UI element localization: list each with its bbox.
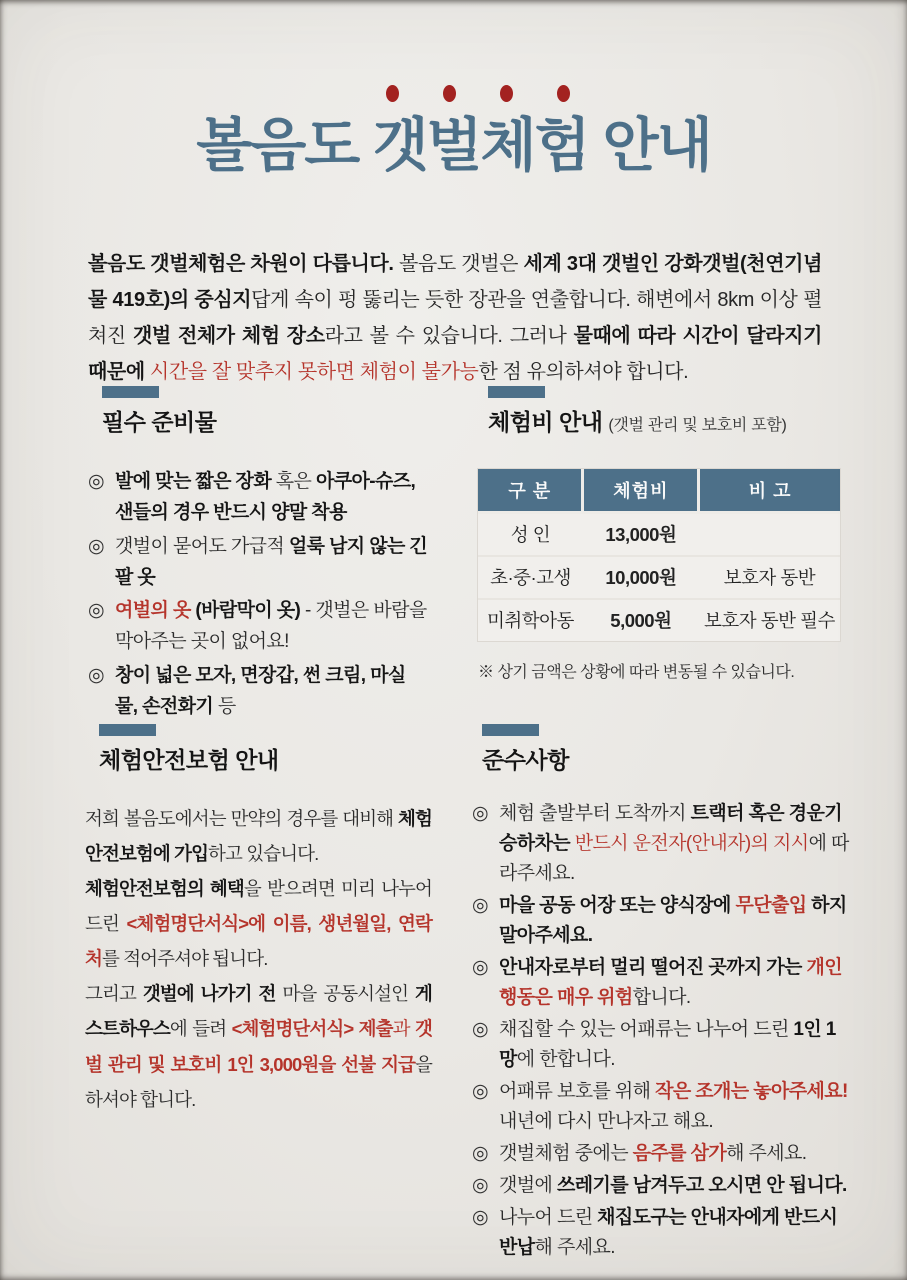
text-segment: 저희 볼음도에서는 만약의 경우를 대비해 [85,807,399,829]
text-segment: 음주를 삼가 [632,1142,727,1164]
list-item-text [115,600,427,652]
insurance-title: 체험안전보험 안내 [99,747,279,773]
insurance-paragraph [85,801,432,871]
rules-section [472,724,850,1265]
bullseye-bullet-icon: ◎ [88,535,104,557]
cell-remarks [699,512,840,556]
text-segment: 1인 1망 [499,1018,836,1070]
text-segment: 얼룩 남지 않는 긴팔 옷 [115,535,428,588]
text-segment: 볼음도 갯벌체험은 차원이 다릅니다. [88,253,394,275]
list-item [88,596,430,658]
bullseye-bullet-icon: ◎ [472,1174,488,1196]
supplies-header [88,386,430,437]
text-segment: 에 한합니다. [516,1048,615,1070]
supplies-section [88,386,430,726]
text-segment: 체험 출발부터 도착까지 [499,802,691,824]
text-segment: 갯벌이 묻어도 가급적 [115,535,289,557]
header-cell-remarks: 비 고 [699,469,840,513]
text-segment: 쓰레기를 남겨두고 오시면 안 됩니다. [556,1174,847,1196]
list-item [472,953,850,1013]
text-segment: 한 점 유의하셔야 합니다. [478,361,689,383]
list-item-text [499,1019,836,1070]
list-item [472,1171,850,1201]
cell-category: 미취학아동 [478,599,583,641]
list-item-text [499,803,849,884]
bullseye-bullet-icon: ◎ [472,956,488,978]
list-item-text [115,665,406,717]
text-segment: 나누어 드린 [499,1206,598,1228]
header-cell-price: 체험비 [583,469,699,513]
fee-table-body [478,512,840,641]
fee-subtitle: (갯벌 관리 및 보호비 포함) [608,417,787,434]
section-marker-bar [99,724,156,736]
text-segment: 작은 조개는 놓아주세요! [655,1080,848,1102]
text-segment: 볼음도 갯벌은 [393,253,524,275]
text-segment: 여벌의 옷 [115,600,191,622]
fee-note: ※ 상기 금액은 상황에 따라 변동될 수 있습니다. [478,663,795,681]
text-segment: 내년에 다시 만나자고 해요. [499,1110,714,1132]
list-item [472,1203,850,1263]
bullseye-bullet-icon: ◎ [472,802,488,824]
text-segment: <체험명단서식>에 이름, 생년월일, 연락처 [85,913,432,970]
list-item [472,1015,850,1075]
text-segment: 채집도구는 안내자에게 반드시 반납 [499,1206,838,1258]
page-title: 볼음도 갯벌체험 안내 [196,113,711,178]
rules-header [472,724,850,775]
list-item [472,1139,850,1169]
text-segment: 반드시 운전자(안내자)의 지시 [574,832,809,854]
text-segment: 혹은 [271,470,316,492]
text-segment: 시간을 잘 맞추지 못하면 체험이 불가능 [149,361,479,383]
bullseye-bullet-icon: ◎ [472,1206,488,1228]
list-item [88,532,430,594]
text-segment: 발에 맞는 짧은 장화 [115,470,272,492]
bullseye-bullet-icon: ◎ [472,894,488,916]
text-segment: 무단출입 [735,894,807,916]
text-segment: 마을 공동시설인 [275,983,416,1005]
fee-title-text: 체험비 안내 [488,409,603,435]
section-marker-bar [482,724,539,736]
text-segment: 에 따라주세요. [499,832,849,884]
list-item [88,661,430,723]
text-segment: 하고 있습니다. [208,842,319,864]
text-segment: 어패류 보호를 위해 [499,1080,656,1102]
cell-price: 10,000원 [583,556,699,599]
list-item-text [499,1143,806,1164]
text-segment: 합니다. [632,986,691,1008]
text-segment: 답게 속이 펑 뚫리는 듯한 장관을 연출합니다. 해변에서 8km 이상 펼쳐진 [88,289,822,347]
list-item [472,1077,850,1137]
text-segment: 개인 행동은 매우 위험 [499,956,842,1008]
list-item [472,891,850,951]
text-segment: 하지 말아주세요. [499,894,847,946]
cell-remarks: 보호자 동반 [699,556,840,599]
fee-header [478,386,840,437]
list-item-text [499,1207,837,1258]
list-item [472,799,850,889]
intro-paragraph [88,246,822,390]
text-segment: 갯벌에 [499,1174,557,1196]
cell-category: 초·중·고생 [478,556,583,599]
text-segment: 라고 볼 수 있습니다. 그러나 [324,325,574,347]
fee-section [478,386,840,682]
cell-price: 5,000원 [583,599,699,641]
list-item [88,467,430,529]
text-segment: 을 하셔야 합니다. [85,1053,432,1110]
text-segment: - 갯벌은 바람을 막아주는 곳이 없어요! [115,600,427,653]
text-segment: 해 주세요. [534,1236,615,1258]
supplies-list [88,467,430,724]
text-segment: 마을 공동 어장 또는 양식장에 [499,894,736,916]
header-cell-category: 구 분 [478,469,583,513]
cell-category: 성 인 [478,512,583,556]
text-segment: 등 [213,696,236,718]
bullseye-bullet-icon: ◎ [88,600,104,622]
text-segment: 물때에 따라 시간이 달라지기 때문에 [88,325,823,383]
text-segment: 그리고 [85,983,143,1005]
text-segment: 과 [392,1018,415,1040]
list-item-text [499,895,847,946]
text-segment: 체험안전보험의 혜택 [85,877,244,899]
text-segment: 에 들려 [169,1018,232,1040]
bullseye-bullet-icon: ◎ [472,1142,488,1164]
text-segment: <체험명단서식> 제출 [231,1018,393,1040]
text-segment: 안내자로부터 멀리 떨어진 곳까지 가는 [499,956,807,978]
bullseye-bullet-icon: ◎ [88,470,104,492]
fee-table-head [478,469,840,513]
table-header-row [478,469,840,513]
insurance-section [85,724,432,1117]
text-segment: 게스트하우스 [85,983,432,1040]
text-segment: 체험안전보험에 가입 [85,807,432,864]
text-segment: 창이 넓은 모자, 면장갑, 썬 크림, 마실 물, 손전화기 [115,665,406,718]
rules-title: 준수사항 [482,747,569,773]
section-marker-bar [102,386,159,398]
text-segment: 갯벌 전체가 체험 장소 [132,325,325,347]
table-row [478,512,840,556]
cell-remarks: 보호자 동반 필수 [699,599,840,641]
text-segment: 채집할 수 있는 어패류는 나누어 드린 [499,1018,794,1040]
cell-price: 13,000원 [583,512,699,556]
text-segment: (바람막이 옷) [190,600,301,622]
bullseye-bullet-icon: ◎ [88,665,104,687]
text-segment: 를 적어주셔야 됩니다. [101,948,268,970]
fee-title [488,409,840,437]
text-segment: 갯벌체험 중에는 [499,1142,633,1164]
text-segment: 해 주세요. [726,1142,807,1164]
text-segment: 트랙터 혹은 경운기 승하차는 [499,802,842,854]
text-segment: 아쿠아-슈즈, 샌들의 경우 반드시 양말 착용 [115,470,416,523]
bullseye-bullet-icon: ◎ [472,1018,488,1040]
fee-table [478,469,840,641]
list-item-text [499,1081,848,1132]
insurance-header [85,724,432,775]
rules-list [472,799,850,1263]
insurance-body [85,801,432,1117]
bullseye-bullet-icon: ◎ [472,1080,488,1102]
table-row [478,556,840,599]
insurance-paragraph [85,871,432,976]
supplies-title: 필수 준비물 [102,409,217,435]
text-segment: 갯벌 관리 및 보호비 1인 3,000원을 선불 지급 [85,1018,432,1075]
list-item-text [499,957,842,1008]
table-row [478,599,840,641]
text-segment: 세계 3대 갯벌인 강화갯벌(천연기념물 419호)의 중심지 [88,253,822,311]
list-item-text [115,471,415,523]
list-item-text [115,536,427,588]
text-segment: 을 받으려면 미리 나누어 드린 [85,877,432,935]
list-item-text [499,1175,847,1196]
insurance-paragraph [85,976,432,1117]
section-marker-bar [488,386,545,398]
text-segment: 갯벌에 나가기 전 [142,983,276,1005]
